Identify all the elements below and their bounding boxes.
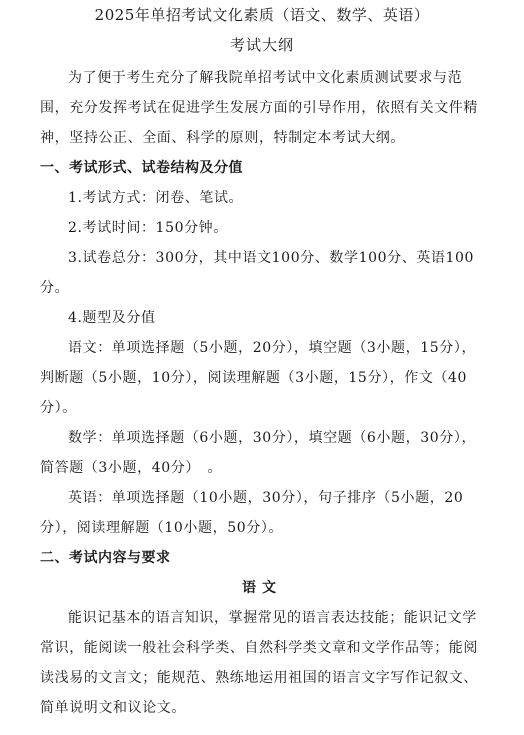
section-text-line: 1.考试方式：闭卷、笔试。 xyxy=(68,190,244,206)
section-text-line: 2.考试时间：150分钟。 xyxy=(68,220,228,236)
document-title: 2025年单招考试文化素质（语文、数学、英语） xyxy=(94,6,430,24)
section-text-line: 英语：单项选择题（10小题，30分），句子排序（5小题，20 xyxy=(68,490,464,506)
section-text-line: 分），阅读理解题（10小题，50分）。 xyxy=(40,520,284,536)
section-text-line: 读浅易的文言文；能规范、熟练地运用祖国的语言文字写作记叙文、 xyxy=(40,670,478,686)
section-text-line: 能识记基本的语言知识，掌握常见的语言表达技能；能识记文学 xyxy=(68,610,477,626)
section-text-line: 4.题型及分值 xyxy=(68,310,156,326)
intro-paragraph-line: 为了便于考生充分了解我院单招考试中文化素质测试要求与范 xyxy=(68,70,463,86)
document-subtitle: 考试大纲 xyxy=(229,36,294,54)
section-text-line: 简单说明文和议论文。 xyxy=(40,700,186,716)
section-text-line: 简答题（3小题，40分） 。 xyxy=(40,460,223,476)
section-text-line: 数学：单项选择题（6小题，30分），填空题（6小题，30分）， xyxy=(68,430,477,446)
subject-heading: 语文 xyxy=(242,580,282,596)
intro-paragraph-line: 神，坚持公正、全面、科学的原则，特制定本考试大纲。 xyxy=(40,130,405,146)
intro-paragraph-line: 围，充分发挥考试在促进学生发展方面的引导作用，依照有关文件精 xyxy=(40,100,478,116)
section-text-line: 分。 xyxy=(40,280,70,296)
section-text-line: 判断题（5小题，10分），阅读理解题（3小题，15分），作文（40 xyxy=(40,370,468,386)
section-heading: 二、考试内容与要求 xyxy=(40,550,171,566)
section-text-line: 3.试卷总分：300分，其中语文100分、数学100分、英语100 xyxy=(68,250,475,266)
section-text-line: 语文：单项选择题（5小题，20分），填空题（3小题，15分）， xyxy=(68,340,477,356)
section-heading: 一、考试形式、试卷结构及分值 xyxy=(40,160,243,176)
section-text-line: 常识，能阅读一般社会科学类、自然科学类文章和文学作品等；能阅 xyxy=(40,640,478,656)
section-text-line: 分）。 xyxy=(40,400,77,416)
